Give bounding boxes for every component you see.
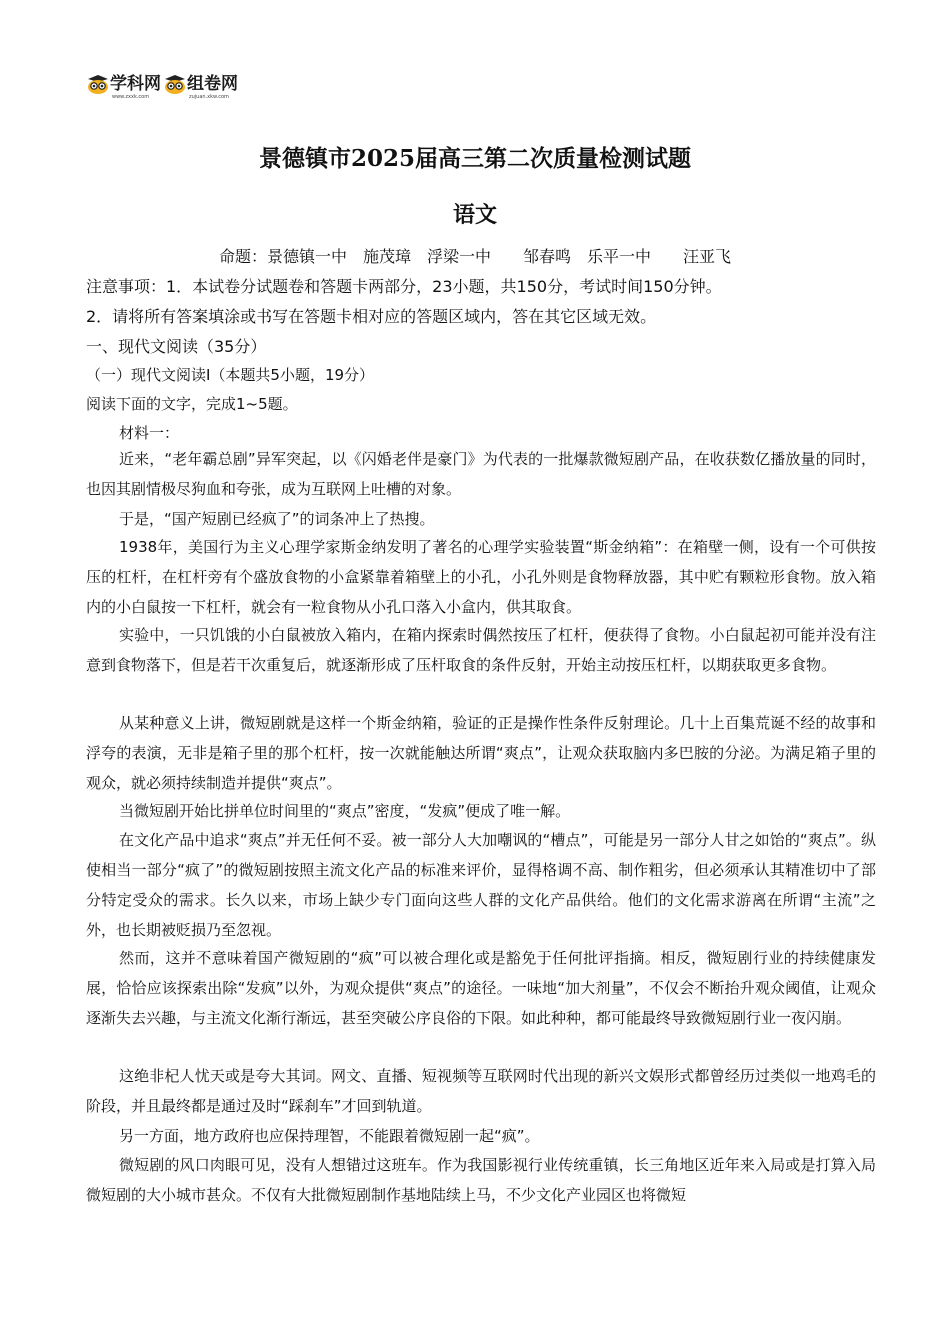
paragraph-5: 从某种意义上讲，微短剧就是这样一个斯金纳箱，验证的正是操作性条件反射理论。几十上百集荒诞不经的故事和浮夸的表演，无非是箱子里的那个杠杆，按一次就能触达所谓“爽点”，让观众获取脑内多巴胺的分泌。为满足箱子里的观众，就必须持续制造并提供“爽点”。: [86, 714, 876, 792]
page-title: 景德镇市2025届高三第二次质量检测试题: [258, 145, 691, 172]
logo-text-xuekewang: 学科网: [110, 74, 161, 94]
subject-title: 语文: [452, 202, 497, 228]
logo-url-zujuan: zujuan.xkw.com: [189, 94, 229, 100]
paragraph-10: 另一方面，地方政府也应保持理智，不能跟着微短剧一起“疯”。: [119, 1127, 540, 1145]
logo-xuekewang: [86, 74, 161, 100]
logo: [86, 74, 240, 100]
logo-zujuanwang: [163, 74, 238, 100]
paragraph-3: 1938年，美国行为主义心理学家斯金纳发明了著名的心理学实验装置“斯金纳箱”：在箱壁一侧，设有一个可供按压的杠杆，在杠杆旁有个盛放食物的小盒紧靠着箱壁上的小孔，小孔外则是食物释放器，其中贮有颗粒形食物。放入箱内的小白鼠按一下杠杆，就会有一粒食物从小孔口落入小盒内，供其取食。: [86, 538, 876, 616]
logo-url-zxxk: www.zxxk.com: [112, 94, 150, 100]
paragraph-2: 于是，“国产短剧已经疯了”的词条冲上了热搜。: [119, 510, 435, 528]
paragraph-6: 当微短剧开始比拼单位时间里的“爽点”密度，“发疯”便成了唯一解。: [119, 802, 571, 820]
paragraph-9: 这绝非杞人忧天或是夸大其词。网文、直播、短视频等互联网时代出现的新兴文娱形式都曾经历过类似一地鸡毛的阶段，并且最终都是通过及时“踩刹车”才回到轨道。: [86, 1067, 876, 1115]
authors-line: 命题：景德镇一中 施茂璋 浮梁一中 邹春鸣 乐平一中 汪亚飞: [218, 247, 731, 266]
section-heading: 一、现代文阅读（35分）: [86, 337, 267, 356]
owl-mascot-icon: [86, 74, 110, 94]
paragraph-8: 然而，这并不意味着国产微短剧的“疯”可以被合理化或是豁免于任何批评指摘。相反，微短剧行业的持续健康发展，恰恰应该探索出除“发疯”以外，为观众提供“爽点”的途径。一味地“加大剂量”，不仅会不断抬升观众阈值，让观众逐渐失去兴趣，与主流文化渐行渐远，甚至突破公序良俗的下限。如此种种，都可能最终导致微短剧行业一夜闪崩。: [86, 949, 876, 1027]
paragraph-7: 在文化产品中追求“爽点”并无任何不妥。被一部分人大加嘲讽的“槽点”，可能是另一部分人甘之如饴的“爽点”。纵使相当一部分“疯了”的微短剧按照主流文化产品的标准来评价，显得格调不高、制作粗劣，但必须承认其精准切中了部分特定受众的需求。长久以来，市场上缺少专门面向这些人群的文化产品供给。他们的文化需求游离在所谓“主流”之外，也长期被贬损乃至忽视。: [86, 831, 876, 939]
notice-1: 注意事项：1．本试卷分试题卷和答题卡两部分，23小题，共150分，考试时间150分钟。: [86, 277, 722, 296]
material-label: 材料一：: [119, 424, 180, 442]
paragraph-4: 实验中，一只饥饿的小白鼠被放入箱内，在箱内探索时偶然按压了杠杆，便获得了食物。小白鼠起初可能并没有注意到食物落下，但是若干次重复后，就逐渐形成了压杆取食的条件反射，开始主动按压杠杆，以期获取更多食物。: [86, 626, 876, 674]
subsection-heading: （一）现代文阅读Ⅰ（本题共5小题，19分）: [86, 366, 375, 384]
paragraph-11: 微短剧的风口肉眼可见，没有人想错过这班车。作为我国影视行业传统重镇，长三角地区近年来入局或是打算入局微短剧的大小城市甚众。不仅有大批微短剧制作基地陆续上马，不少文化产业园区也将微短: [86, 1156, 876, 1204]
owl-mascot-icon: [163, 74, 187, 94]
notice-2: 2．请将所有答案填涂或书写在答题卡相对应的答题区域内，答在其它区域无效。: [86, 307, 657, 326]
logo-text-zujuanwang: 组卷网: [187, 74, 238, 94]
reading-instruction: 阅读下面的文字，完成1~5题。: [86, 395, 298, 413]
paragraph-1: 近来，“老年霸总剧”异军突起，以《闪婚老伴是豪门》为代表的一批爆款微短剧产品，在收获数亿播放量的同时，也因其剧情极尽狗血和夸张，成为互联网上吐槽的对象。: [86, 450, 876, 498]
